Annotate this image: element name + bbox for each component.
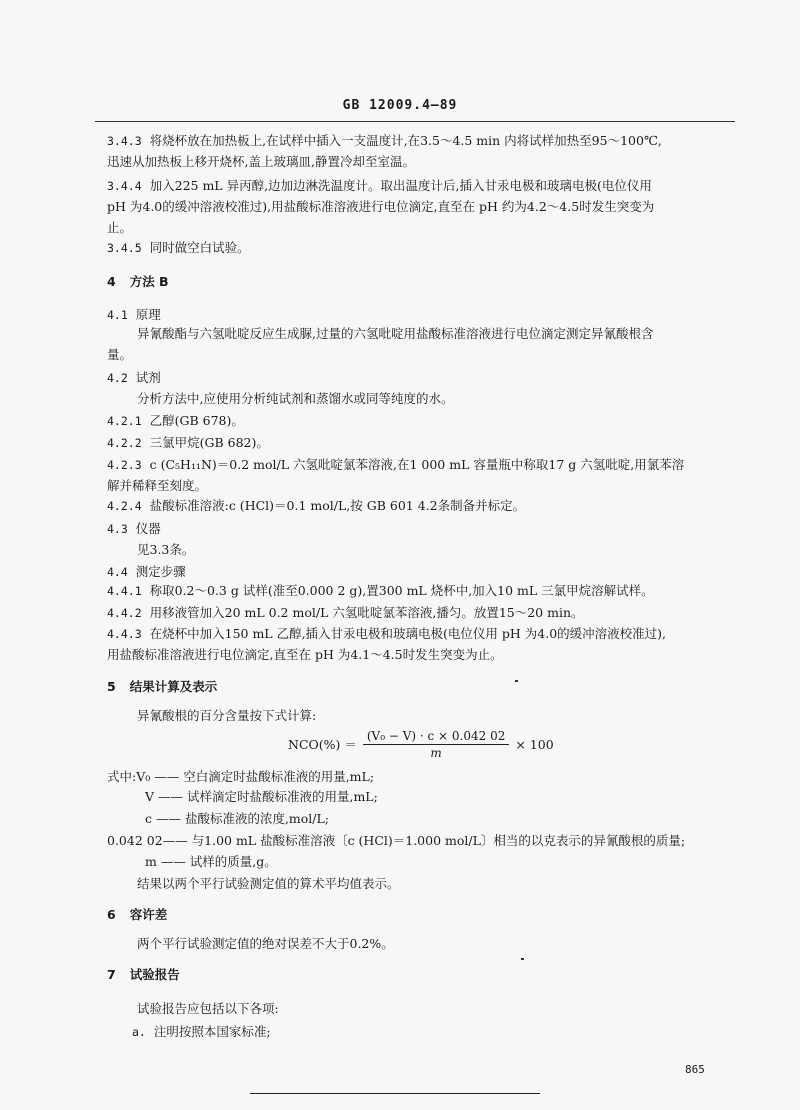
text-line bbox=[107, 456, 684, 474]
header-divider bbox=[95, 121, 735, 122]
text-line bbox=[107, 434, 269, 452]
text-line bbox=[145, 788, 378, 805]
page-number: 865 bbox=[685, 1063, 705, 1076]
text-line bbox=[145, 810, 329, 827]
text-line bbox=[107, 768, 374, 785]
clause-text: V —— 试样滴定时盐酸标准液的用量,mL; bbox=[145, 789, 378, 804]
text-line bbox=[107, 520, 161, 538]
clause-number: 3.4.4 bbox=[107, 179, 142, 193]
formula-lhs: NCO(%) ＝ bbox=[288, 737, 357, 752]
text-line bbox=[107, 153, 415, 170]
clause-number: 7 bbox=[107, 967, 116, 982]
clause-text: 分析方法中,应使用分析纯试剂和蒸馏水或同等纯度的水。 bbox=[137, 391, 454, 406]
clause-text: pH 为4.0的缓冲溶液校准过),用盐酸标准溶液进行电位滴定,直至在 pH 约为4.2～4.5时发生突变为 bbox=[107, 199, 655, 214]
text-line bbox=[107, 497, 525, 515]
text-line bbox=[107, 132, 662, 150]
clause-number: 4.4.3 bbox=[107, 627, 142, 641]
text-line bbox=[137, 875, 400, 892]
clause-number: 4.4.2 bbox=[107, 606, 142, 620]
clause-text: 式中:V₀ —— 空白滴定时盐酸标准液的用量,mL; bbox=[107, 769, 375, 784]
text-line bbox=[107, 563, 186, 581]
clause-number: 4.2 bbox=[107, 371, 128, 385]
clause-text: 0.042 02—— 与1.00 mL 盐酸标准溶液〔c (HCl)＝1.000 mol/L〕相当的以克表示的异氰酸根的质量; bbox=[107, 833, 686, 848]
clause-number: 3.4.5 bbox=[107, 241, 142, 255]
standard-code-header: GB 12009.4—89 bbox=[342, 98, 458, 113]
section-title: 方法 B bbox=[129, 274, 169, 289]
nco-formula bbox=[288, 724, 554, 764]
section-heading bbox=[107, 678, 217, 695]
text-line bbox=[107, 646, 503, 663]
scan-speck bbox=[515, 680, 518, 682]
clause-number: 4 bbox=[107, 274, 116, 289]
clause-text: 解并稀释至刻度。 bbox=[107, 478, 208, 493]
clause-text: 见3.3条。 bbox=[137, 542, 195, 557]
scan-speck bbox=[521, 958, 524, 960]
text-line bbox=[137, 707, 316, 724]
clause-text: 注明按照本国家标准; bbox=[153, 1024, 271, 1039]
text-line bbox=[137, 541, 194, 558]
text-line bbox=[107, 306, 161, 324]
clause-number: 4.4 bbox=[107, 565, 128, 579]
clause-number: 4.2.1 bbox=[107, 414, 142, 428]
section-heading bbox=[107, 273, 169, 290]
clause-number: 4.1 bbox=[107, 308, 128, 322]
text-line bbox=[107, 177, 652, 195]
text-line bbox=[107, 582, 654, 600]
clause-text: 量。 bbox=[107, 347, 133, 362]
clause-text: 止。 bbox=[107, 220, 133, 235]
clause-text: 异氰酸酯与六氢吡啶反应生成脲,过量的六氢吡啶用盐酸标准溶液进行电位滴定测定异氰酸根含 bbox=[137, 326, 654, 341]
text-line bbox=[107, 477, 207, 494]
formula-denominator: m bbox=[430, 745, 442, 760]
clause-number: 6 bbox=[107, 907, 116, 922]
clause-text: 称取0.2～0.3 g 试样(准至0.000 2 g),置300 mL 烧杯中,加入10 mL 三氯甲烷溶解试样。 bbox=[149, 583, 654, 598]
clause-text: 用移液管加入20 mL 0.2 mol/L 六氢吡啶氯苯溶液,播匀。放置15～20 min。 bbox=[149, 605, 584, 620]
clause-text: 将烧杯放在加热板上,在试样中插入一支温度计,在3.5～4.5 min 内将试样加热至95～100℃, bbox=[149, 133, 662, 148]
text-line bbox=[107, 625, 666, 643]
text-line bbox=[107, 219, 132, 236]
text-line bbox=[107, 239, 250, 257]
clause-text: 用盐酸标准溶液进行电位滴定,直至在 pH 为4.1～4.5时发生突变为止。 bbox=[107, 647, 503, 662]
clause-text: c (C₅H₁₁N)＝0.2 mol/L 六氢吡啶氯苯溶液,在1 000 mL 容量瓶中称取17 g 六氢吡啶,用氯苯溶 bbox=[149, 457, 685, 472]
clause-text: m —— 试样的质量,g。 bbox=[145, 854, 277, 869]
text-line bbox=[107, 198, 654, 215]
clause-text: 测定步骤 bbox=[135, 564, 186, 579]
clause-number: 4.4.1 bbox=[107, 584, 142, 598]
clause-text: 三氯甲烷(GB 682)。 bbox=[149, 435, 269, 450]
text-line bbox=[107, 412, 244, 430]
section-title: 试验报告 bbox=[129, 967, 180, 982]
clause-number: 4.2.2 bbox=[107, 436, 142, 450]
clause-number: a. bbox=[132, 1025, 146, 1039]
section-title: 结果计算及表示 bbox=[129, 679, 218, 694]
text-line bbox=[137, 935, 394, 952]
clause-text: 两个平行试验测定值的绝对误差不大于0.2%。 bbox=[137, 936, 394, 951]
bottom-divider bbox=[250, 1093, 540, 1094]
clause-number: 3.4.3 bbox=[107, 134, 142, 148]
formula-numerator: (V₀ − V) · c × 0.042 02 bbox=[363, 729, 509, 745]
clause-text: 盐酸标准溶液:c (HCl)＝0.1 mol/L,按 GB 601 4.2条制备并标定。 bbox=[149, 498, 526, 513]
text-line bbox=[107, 832, 685, 849]
clause-text: 仪器 bbox=[135, 521, 161, 536]
clause-text: 加入225 mL 异丙醇,边加边淋洗温度计。取出温度计后,插入甘汞电极和玻璃电极(电位仪用 bbox=[149, 178, 652, 193]
text-line bbox=[137, 1000, 279, 1017]
text-line bbox=[137, 390, 453, 407]
text-line bbox=[107, 604, 584, 622]
clause-text: 同时做空白试验。 bbox=[149, 240, 250, 255]
section-heading bbox=[107, 966, 180, 983]
text-line bbox=[107, 369, 161, 387]
section-heading bbox=[107, 906, 167, 923]
clause-number: 5 bbox=[107, 679, 116, 694]
clause-number: 4.3 bbox=[107, 522, 128, 536]
clause-text: 结果以两个平行试验测定值的算术平均值表示。 bbox=[137, 876, 400, 891]
section-title: 容许差 bbox=[129, 907, 168, 922]
formula-fraction bbox=[363, 729, 509, 760]
text-line bbox=[137, 325, 653, 342]
formula-rhs: × 100 bbox=[515, 736, 554, 752]
clause-text: 试验报告应包括以下各项: bbox=[137, 1001, 279, 1016]
clause-text: 异氰酸根的百分含量按下式计算: bbox=[137, 708, 317, 723]
clause-text: 迅速从加热板上移开烧杯,盖上玻璃皿,静置冷却至室温。 bbox=[107, 154, 415, 169]
text-line bbox=[132, 1023, 271, 1041]
clause-number: 4.2.3 bbox=[107, 458, 142, 472]
clause-text: c —— 盐酸标准液的浓度,mol/L; bbox=[145, 811, 330, 826]
clause-text: 乙醇(GB 678)。 bbox=[149, 413, 244, 428]
clause-text: 在烧杯中加入150 mL 乙醇,插入甘汞电极和玻璃电极(电位仪用 pH 为4.0的缓冲溶液校准过), bbox=[149, 626, 667, 641]
clause-number: 4.2.4 bbox=[107, 499, 142, 513]
clause-text: 试剂 bbox=[135, 370, 161, 385]
text-line bbox=[145, 853, 277, 870]
clause-text: 原理 bbox=[135, 307, 161, 322]
text-line bbox=[107, 346, 132, 363]
